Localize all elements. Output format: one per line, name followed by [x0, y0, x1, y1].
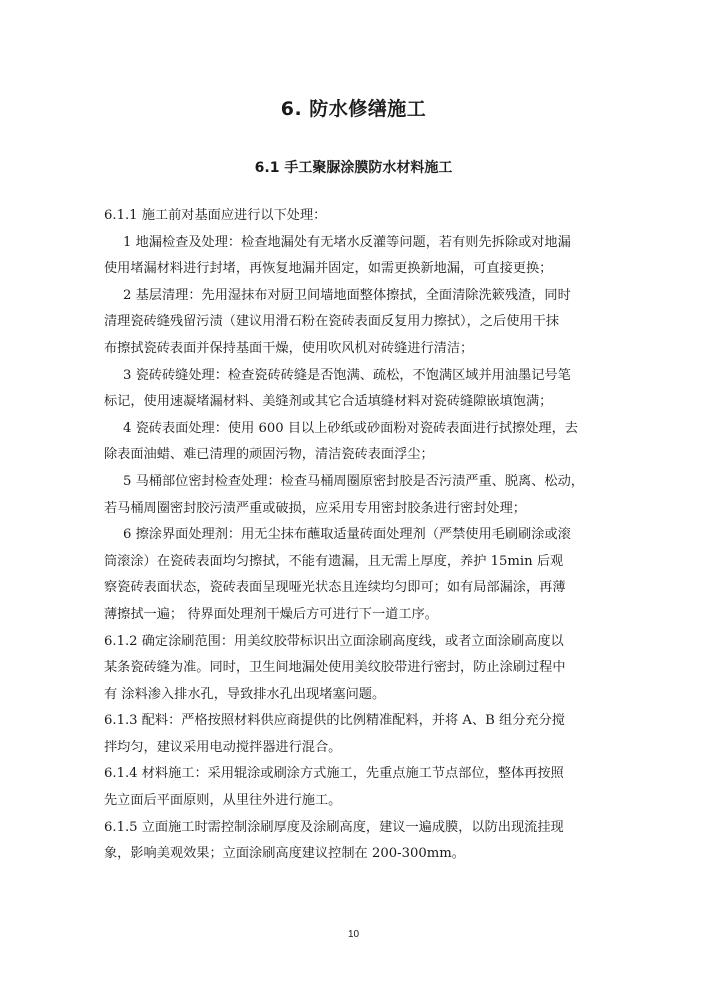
text-line: 4 瓷砖表面处理：使用 600 目以上砂纸或砂面粉对瓷砖表面进行拭擦处理，去	[123, 420, 578, 436]
text-line: 6.1.4 材料施工：采用辊涂或刷涂方式施工，先重点施工节点部位，整体再按照	[104, 766, 564, 782]
page-number: 10	[347, 929, 360, 940]
text-line: 先立面后平面原则，从里往外进行施工。	[104, 793, 342, 809]
text-line: 6.1.1 施工前对基面应进行以下处理：	[104, 208, 327, 223]
body-text	[104, 203, 609, 868]
text-line: 1 地漏检查及处理：检查地漏处有无堵水反灌等问题，若有则先拆除或对地漏	[123, 234, 571, 250]
text-line: 薄擦拭一遍； 待界面处理剂干燥后方可进行下一道工序。	[104, 606, 438, 622]
text-line: 6.1.3 配料：严格按照材料供应商提供的比例精准配料，并将 A、B 组分充分搅	[104, 713, 565, 729]
subsection-heading: 6.1 手工聚脲涂膜防水材料施工	[254, 160, 453, 176]
text-line: 标记，使用速凝堵漏材料、美缝剂或其它合适填缝材料对瓷砖缝隙嵌填饱满；	[104, 394, 553, 410]
text-line: 除表面油蜡、难已清理的顽固污物，清洁瓷砖表面浮尘；	[104, 447, 434, 463]
text-line: 6.1.5 立面施工时需控制涂刷厚度及涂刷高度，建议一遍成膜，以防出现流挂现	[104, 819, 564, 835]
section-heading: 6. 防水修缮施工	[280, 98, 427, 120]
text-line: 5 马桶部位密封检查处理：检查马桶周圈原密封胶是否污渍严重、脱离、松动，	[123, 473, 584, 489]
text-line: 使用堵漏材料进行封堵，再恢复地漏并固定，如需更换新地漏，可直接更换；	[104, 261, 553, 277]
text-line: 拌均匀，建议采用电动搅拌器进行混合。	[104, 739, 342, 755]
text-line: 察瓷砖表面状态，瓷砖表面呈现哑光状态且连续均匀即可；如有局部漏涂，再薄	[104, 580, 566, 596]
text-line: 若马桶周圈密封胶污渍严重或破损，应采用专用密封胶条进行密封处理；	[104, 500, 526, 516]
text-line: 象，影响美观效果；立面涂刷高度建议控制在 200-300mm。	[104, 846, 465, 862]
text-line: 布擦拭瓷砖表面并保持基面干燥，使用吹风机对砖缝进行清洁；	[104, 340, 474, 356]
text-line: 6 擦涂界面处理剂：用无尘抹布蘸取适量砖面处理剂（严禁使用毛刷刷涂或滚	[123, 527, 571, 543]
text-line: 3 瓷砖砖缝处理：检查瓷砖砖缝是否饱满、疏松，不饱满区域并用油墨记号笔	[123, 367, 571, 383]
text-line: 有 涂料渗入排水孔，导致排水孔出现堵塞问题。	[104, 686, 386, 702]
text-line: 清理瓷砖缝残留污渍（建议用滑石粉在瓷砖表面反复用力擦拭），之后使用干抹	[104, 314, 559, 330]
text-line: 2 基层清理：先用湿抹布对厨卫间墙地面整体擦拭，全面清除洗簌残渣，同时	[123, 287, 571, 303]
text-line: 6.1.2 确定涂刷范围：用美纹胶带标识出立面涂刷高度线，或者立面涂刷高度以	[104, 633, 564, 649]
text-line: 某条瓷砖缝为准。同时，卫生间地漏处使用美纹胶带进行密封，防止涂刷过程中	[104, 660, 566, 676]
text-line: 筒滚涂）在瓷砖表面均匀擦拭，不能有遗漏，且无需上厚度，养护 15min 后观	[104, 553, 564, 569]
